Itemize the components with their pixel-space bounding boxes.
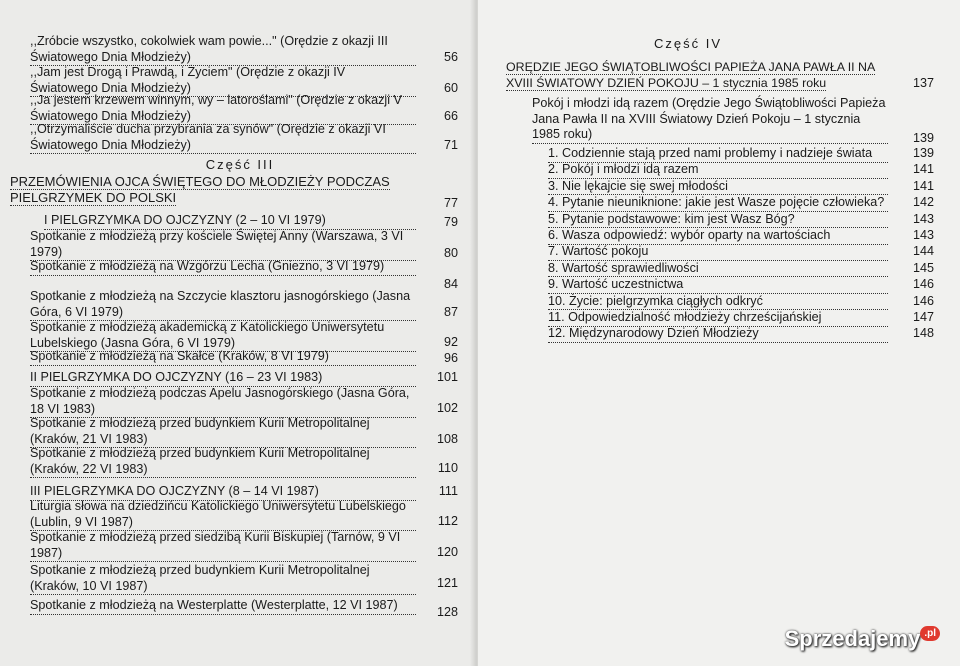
toc-entry xyxy=(30,259,416,276)
toc-page-number: 110 xyxy=(437,461,458,475)
toc-page-number: 77 xyxy=(443,196,458,210)
section-item-text: 4. Pytanie nieuniknione: jakie jest Wasze pojęcie człowieka? xyxy=(548,195,888,212)
toc-entry-text: ,,Ja jestem krzewem winnym, wy – latoroślami" (Orędzie z okazji V Światowego Dnia Młodzieży) xyxy=(30,93,416,125)
section-item-text: 11. Odpowiedzialność młodzieży chrześcijańskiej xyxy=(548,310,888,327)
toc-page-number: 146 xyxy=(912,277,934,292)
toc-page-number: 128 xyxy=(436,605,458,619)
toc-page-number: 66 xyxy=(443,109,458,123)
toc-page-number: 120 xyxy=(436,545,458,559)
toc-entry-text: Spotkanie z młodzieżą przed budynkiem Kurii Metropolitalnej (Kraków, 10 VI 1987) xyxy=(30,563,416,595)
toc-page-number: 139 xyxy=(912,131,934,145)
section-item xyxy=(548,179,888,196)
part-title-text: ORĘDZIE JEGO ŚWIĄTOBLIWOŚCI PAPIEŻA JANA PAWŁA II NA XVIII ŚWIATOWY DZIEŃ POKOJU – 1 stycznia 1985 roku xyxy=(506,60,876,90)
toc-page-number: 141 xyxy=(912,178,934,193)
section-item xyxy=(548,146,888,163)
right-page xyxy=(478,0,960,666)
section-item-text: 9. Wartość uczestnictwa xyxy=(548,277,888,294)
part-title xyxy=(506,60,896,91)
pilgrimage-title xyxy=(44,213,416,230)
part-heading: Część IV xyxy=(653,36,722,51)
toc-entry-text: ,,Otrzymaliście ducha przybrania za synów" (Orędzie z okazji VI Światowego Dnia Młodzieży) xyxy=(30,122,416,154)
section-item-text: 7. Wartość pokoju xyxy=(548,244,888,261)
pilgrimage-title-text: II PIELGRZYMKA DO OJCZYZNY (16 – 23 VI 1983) xyxy=(30,370,416,387)
toc-page-number: 144 xyxy=(912,244,934,259)
toc-entry-text: Spotkanie z młodzieżą przy kościele Świętej Anny (Warszawa, 3 VI 1979) xyxy=(30,229,416,261)
toc-entry xyxy=(30,530,416,562)
section-item-text: 10. Życie: pielgrzymka ciągłych odkryć xyxy=(548,294,888,311)
toc-entry-text: Spotkanie z młodzieżą podczas Apelu Jasnogórskiego (Jasna Góra, 18 VI 1983) xyxy=(30,386,416,418)
section-item xyxy=(548,244,888,261)
toc-entry xyxy=(30,229,416,261)
part-title-text: PRZEMÓWIENIA OJCA ŚWIĘTEGO DO MŁODZIEŻY PODCZAS PIELGRZYMEK DO POLSKI xyxy=(10,174,390,205)
toc-entry xyxy=(30,499,416,531)
toc-entry xyxy=(30,563,416,595)
toc-entry xyxy=(532,96,888,144)
toc-entry-text: Spotkanie z młodzieżą przed budynkiem Kurii Metropolitalnej (Kraków, 22 VI 1983) xyxy=(30,446,416,478)
toc-page-number: 146 xyxy=(912,293,934,308)
section-item xyxy=(548,212,888,229)
toc-page-number: 87 xyxy=(443,305,458,319)
toc-entry-text: ,,Jam jest Drogą i Prawdą, i Życiem" (Orędzie z okazji IV Światowego Dnia Młodzieży) xyxy=(30,65,416,97)
toc-page-number: 102 xyxy=(436,401,458,415)
toc-page-number: 143 xyxy=(912,211,934,226)
toc-page-number: 80 xyxy=(443,246,458,260)
section-item xyxy=(548,195,888,212)
toc-page-number: 137 xyxy=(912,76,934,90)
toc-entry-text: Pokój i młodzi idą razem (Orędzie Jego Świątobliwości Papieża Jana Pawła II na XVIII Światowy Dzień Pokoju – 1 stycznia 1985 roku) xyxy=(532,96,888,144)
section-item-text: 3. Nie lękajcie się swej młodości xyxy=(548,179,888,196)
toc-page-number: 108 xyxy=(436,432,458,446)
toc-page-number: 96 xyxy=(443,351,458,365)
toc-entry-text: Spotkanie z młodzieżą przed budynkiem Kurii Metropolitalnej (Kraków, 21 VI 1983) xyxy=(30,416,416,448)
section-item-text: 8. Wartość sprawiedliwości xyxy=(548,261,888,278)
toc-page-number: 101 xyxy=(436,370,458,384)
toc-entry-text: Liturgia słowa na dziedzińcu Katolickiego Uniwersytetu Lubelskiego (Lublin, 9 VI 1987) xyxy=(30,499,416,531)
toc-page-number: 111 xyxy=(438,484,458,498)
toc-entry xyxy=(30,122,416,154)
toc-page-number: 84 xyxy=(443,277,458,291)
toc-entry xyxy=(30,416,416,448)
toc-page-number: 145 xyxy=(912,260,934,275)
toc-page-number: 79 xyxy=(443,215,458,229)
section-item-text: 2. Pokój i młodzi idą razem xyxy=(548,162,888,179)
toc-entry xyxy=(30,93,416,125)
toc-page-number: 143 xyxy=(912,228,934,242)
section-item-text: 5. Pytanie podstawowe: kim jest Wasz Bóg? xyxy=(548,212,888,229)
watermark-text: Sprzedajemy xyxy=(784,626,921,651)
left-page xyxy=(0,0,476,666)
toc-page-number: 112 xyxy=(437,514,458,528)
toc-page-number: 142 xyxy=(912,195,934,210)
watermark-badge: .pl xyxy=(920,626,940,641)
toc-page-number: 121 xyxy=(436,576,458,590)
toc-page-number: 139 xyxy=(912,146,934,160)
toc-page-number: 71 xyxy=(443,138,458,152)
toc-page-number: 148 xyxy=(912,326,934,341)
toc-entry-text: Spotkanie z młodzieżą akademicką z Katolickiego Uniwersytetu Lubelskiego (Jasna Góra, 6 VI 1979) xyxy=(30,320,416,352)
toc-entry-text: Spotkanie z młodzieżą na Wzgórzu Lecha (Gniezno, 3 VI 1979) xyxy=(30,259,416,276)
toc-entry xyxy=(30,34,416,66)
section-item-text: 1. Codziennie stają przed nami problemy i nadzieje świata xyxy=(548,146,888,163)
section-item xyxy=(548,294,888,311)
toc-entry-text: Spotkanie z młodzieżą na Skałce (Kraków, 8 VI 1979) xyxy=(30,349,416,366)
section-item-text: 6. Wasza odpowiedź: wybór oparty na wartościach xyxy=(548,228,888,245)
toc-page-number: 60 xyxy=(443,81,458,95)
toc-entry xyxy=(30,349,416,366)
pilgrimage-title-text: III PIELGRZYMKA DO OJCZYZNY (8 – 14 VI 1987) xyxy=(30,484,416,501)
toc-entry-text: Spotkanie z młodzieżą na Szczycie klasztoru jasnogórskiego (Jasna Góra, 6 VI 1979) xyxy=(30,289,416,321)
section-item xyxy=(548,261,888,278)
toc-entry-text: Spotkanie z młodzieżą przed siedzibą Kurii Biskupiej (Tarnów, 9 VI 1987) xyxy=(30,530,416,562)
section-item xyxy=(548,228,888,245)
toc-page-number: 147 xyxy=(912,310,934,324)
section-item xyxy=(548,277,888,294)
part-title xyxy=(10,174,415,205)
toc-page-number: 92 xyxy=(443,335,458,349)
section-item-text: 12. Międzynarodowy Dzień Młodzieży xyxy=(548,326,888,343)
pilgrimage-title-text: I PIELGRZYMKA DO OJCZYZNY (2 – 10 VI 1979) xyxy=(44,213,416,230)
pilgrimage-title xyxy=(30,370,416,387)
part-heading: Część III xyxy=(205,157,275,172)
section-item xyxy=(548,310,888,327)
toc-page-number: 141 xyxy=(912,162,934,177)
section-item xyxy=(548,326,888,343)
toc-entry xyxy=(30,598,416,615)
section-item xyxy=(548,162,888,179)
toc-entry xyxy=(30,320,416,352)
toc-entry xyxy=(30,446,416,478)
watermark xyxy=(785,626,940,652)
toc-entry-text: ,,Zróbcie wszystko, cokolwiek wam powie..." (Orędzie z okazji III Światowego Dnia Młodzieży) xyxy=(30,34,416,66)
toc-entry xyxy=(30,386,416,418)
toc-entry xyxy=(30,289,416,321)
toc-page-number: 56 xyxy=(443,50,458,64)
toc-entry-text: Spotkanie z młodzieżą na Westerplatte (Westerplatte, 12 VI 1987) xyxy=(30,598,416,615)
